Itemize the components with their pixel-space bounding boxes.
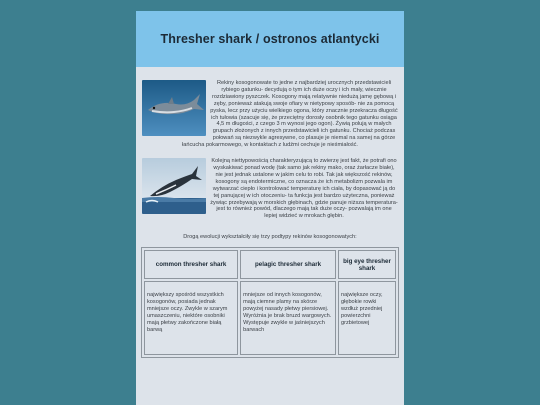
table-cell-pelagic: mniejsze od innych kosogonów, mają ciemne plamy na skórze powyżej nasady płetwy piersiowej. Wyróżnia je brak bruzd wargowych. Występuje zwykle w jaśniejszych barwach — [240, 281, 336, 355]
table-cell-common: największy spośród wszystkich kosogonów, posiada jednak mniejsze oczy. Zwykle w szarym umaszczeniu, niektóre osobniki mają płetwy zakończone białą barwą — [144, 281, 238, 355]
table-header-bigeye: big eye thresher shark — [338, 250, 396, 279]
table-header-common: common thresher shark — [144, 250, 238, 279]
shark-photo-icon — [142, 80, 206, 136]
subtypes-table — [141, 247, 399, 358]
table-header-pelagic: pelagic thresher shark — [240, 250, 336, 279]
title-banner — [136, 11, 404, 67]
table-header-row — [144, 250, 396, 279]
article-panel — [136, 11, 404, 405]
shark-swimming-image — [142, 80, 206, 136]
paragraph-1-block — [142, 80, 398, 149]
table-cell-bigeye: największe oczy, głębokie rowki wzdłuż przedniej powierzchni grzbietowej — [338, 281, 396, 355]
subtypes-intro: Drogą ewolucji wykształciły się trzy podtypy rekinów kosogonowatych: — [183, 234, 357, 241]
shark-jumping-image — [142, 158, 206, 214]
paragraph-2-text: Kolejną niettypowością charakteryzującą to zwierzę jest fakt, że potrafi ono wyskakiwać ponad wodę (tak samo jak rekiny mako, oraz żarłacze białe), nie jest jednak ustalone w jakim celu to robi. Tak jak większość rekinów, kosogony są endotermiczne, co oznacza że ich metabolizm pozwala im wytwarzać ciepło i kontrolować temperaturę ich ciała, by dopasować ją do tej panującej w ich otoczeniu- ta funkcja jest bardzo użyteczna, ponieważ żywiąc przebywają w morskich głębinach, gdzie panuje niższa temperatura- jest to również powód, dlaczego mają tak duże oczy- pozwalają im one lepiej widzieć w mrokach głębin. — [210, 158, 398, 220]
paragraph-2-block — [142, 158, 398, 220]
shark-photo-icon — [142, 158, 206, 214]
table-row — [144, 281, 396, 355]
page-title: Thresher shark / ostronos atlantycki — [160, 32, 380, 46]
paragraph-1-text: Rekiny kosogonowate to jedne z najbardziej urocznych przedstawicieli rybiego gatunku- decydują o tym ich duże oczy i ich mały, wiecznie rozdziawiony pyszczek. Kosogony mają relatywnie niedużą jamę gębową i zęby, ponieważ atakują swoje ofiary w nietypowy sposób- nie za pomocą pyska, lecz przy użyciu wielkiego ogona, który znacznie przekracza długość ich tułowia (szacuje się, że przeciętny dorosły osobnik tego gatunku osiąga 4,5 m długości, z czego 3 m wynosi jego ogon). Żywią polują w małych grupach złożonych z innych przedstawicieli ich gatunku. Chociaż podczas połowań są niezwykle agresywne, co plasuje je niemal na samej na górze łańcucha pokarmowego, w kontaktach z ludźmi cechuje je nieśmiałość. — [182, 80, 398, 149]
